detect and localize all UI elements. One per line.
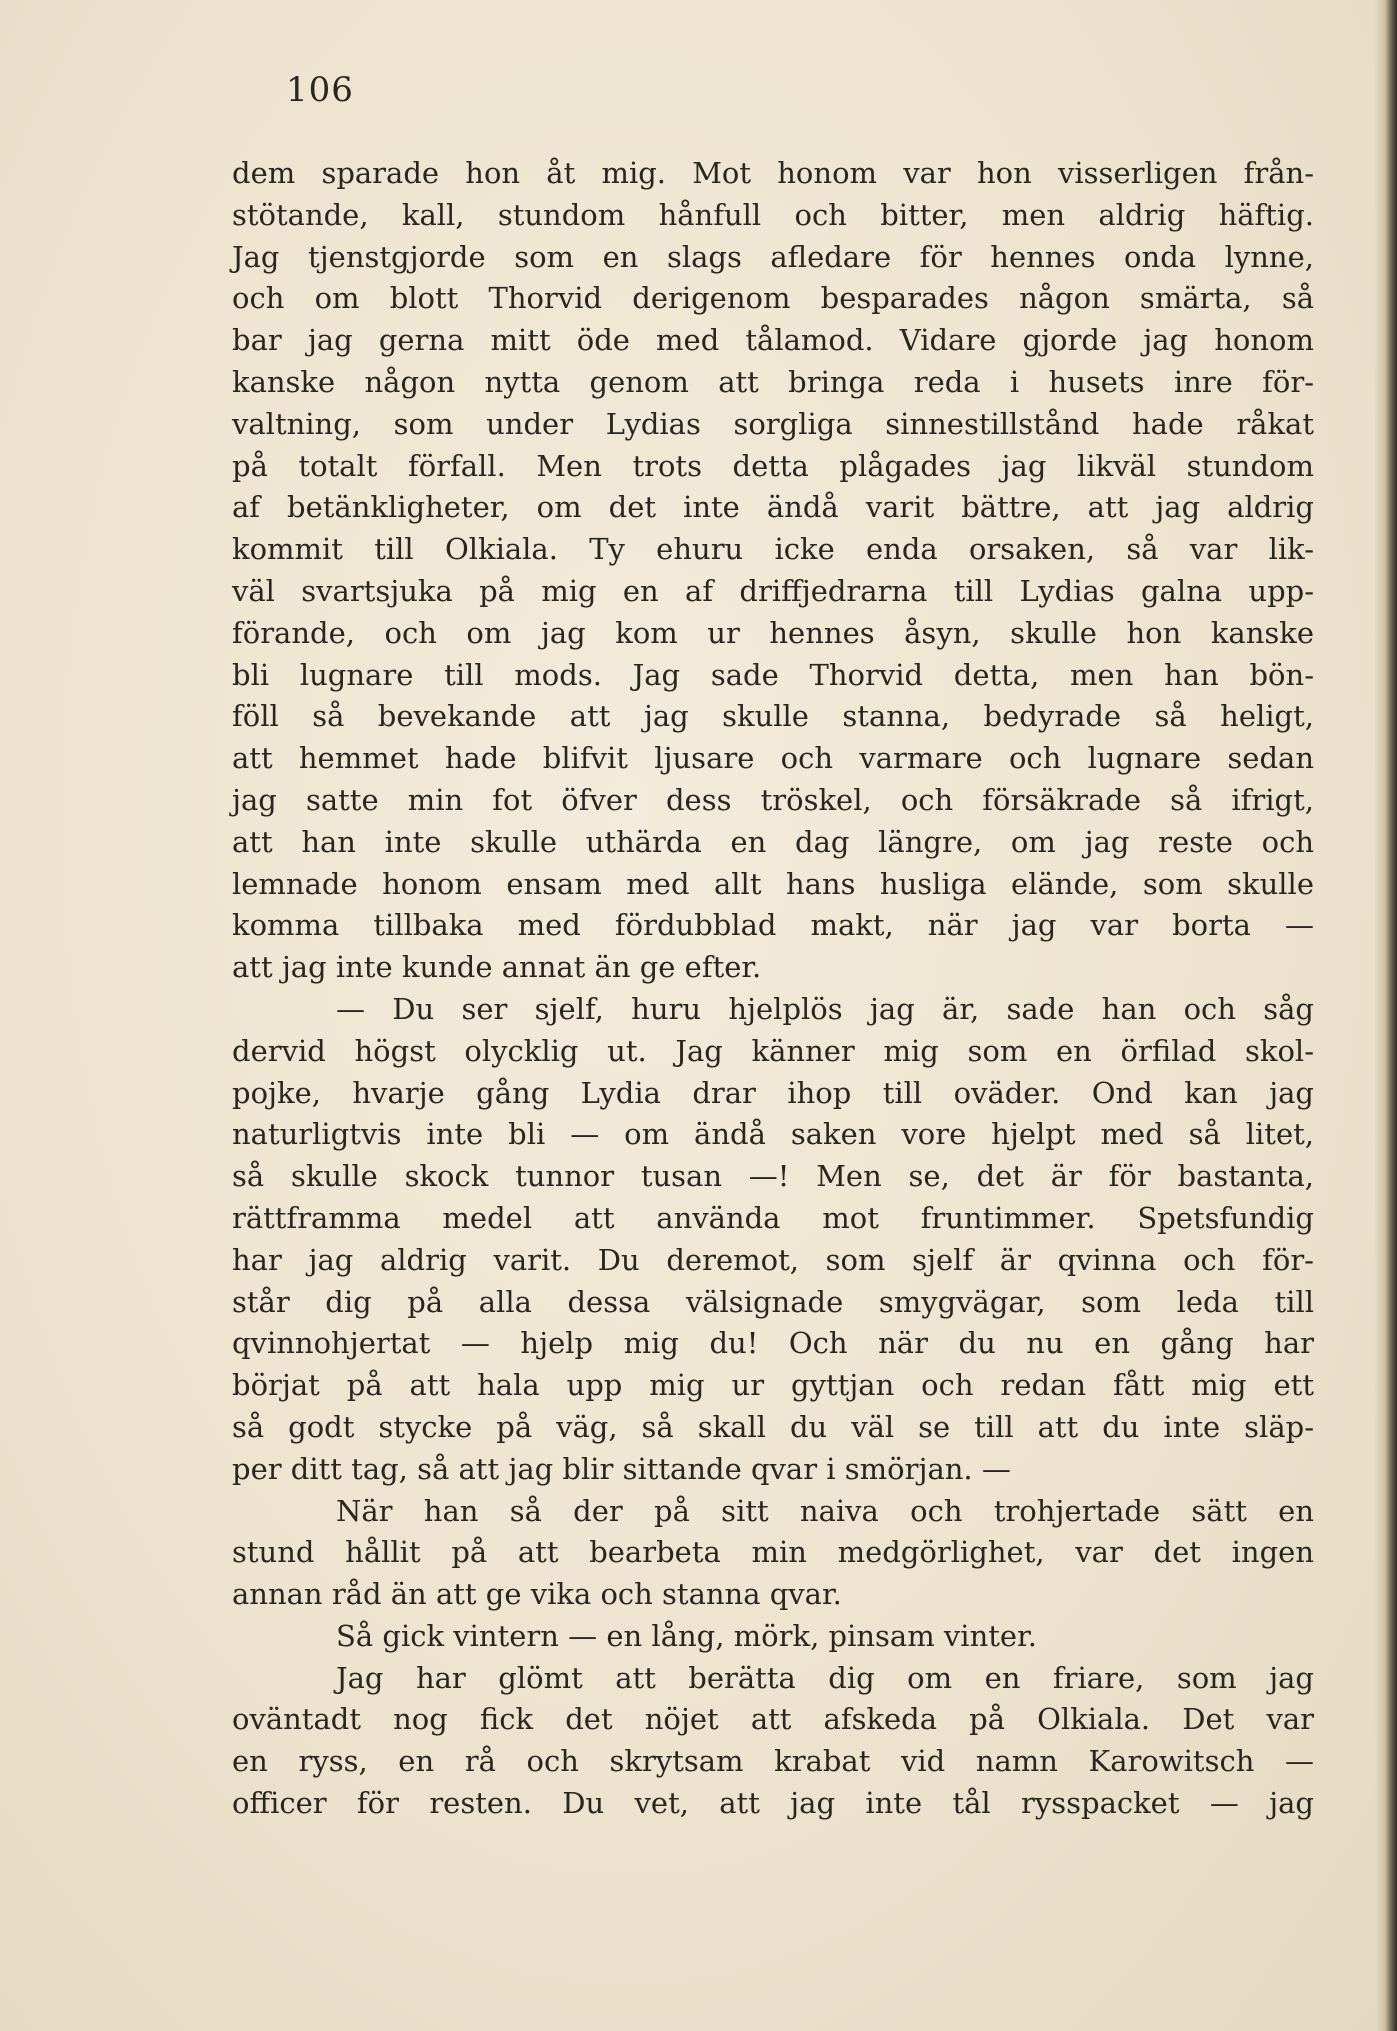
text-line: kanske någon nytta genom att bringa reda i husets inre för-	[232, 364, 1314, 399]
text-line: — Du ser sjelf, huru hjelplös jag är, sade han och såg	[336, 991, 1314, 1026]
body-text	[232, 153, 1314, 1825]
page-number: 106	[286, 70, 354, 110]
text-line: att jag inte kunde annat än ge efter.	[232, 950, 762, 985]
text-line: börjat på att hala upp mig ur gyttjan och redan fått mig ett	[232, 1368, 1314, 1403]
text-line: föll så bevekande att jag skulle stanna, bedyrade så heligt,	[232, 699, 1314, 734]
text-line: dem sparade hon åt mig. Mot honom var hon visserligen från-	[232, 156, 1314, 190]
text-line: på totalt förfall. Men trots detta plågades jag likväl stundom	[232, 448, 1314, 483]
text-line: rättframma medel att använda mot fruntimmer. Spetsfundig	[232, 1200, 1314, 1235]
text-line: komma tillbaka med fördubblad makt, när jag var borta —	[232, 908, 1314, 943]
text-line: väl svartsjuka på mig en af driffjedrarna till Lydias galna upp-	[232, 573, 1314, 608]
text-line: naturligtvis inte bli — om ändå saken vore hjelpt med så litet,	[232, 1117, 1314, 1152]
text-line: officer för resten. Du vet, att jag inte tål rysspacket — jag	[232, 1786, 1314, 1821]
text-line: förande, och om jag kom ur hennes åsyn, skulle hon kanske	[232, 615, 1314, 650]
text-line: och om blott Thorvid derigenom besparades någon smärta, så	[232, 281, 1314, 316]
text-line: Jag tjenstgjorde som en slags afledare för hennes onda lynne,	[232, 239, 1314, 274]
text-line: bli lugnare till mods. Jag sade Thorvid detta, men han bön-	[232, 657, 1314, 692]
text-line: har jag aldrig varit. Du deremot, som sjelf är qvinna och för-	[232, 1242, 1314, 1277]
text-line: af betänkligheter, om det inte ändå varit bättre, att jag aldrig	[232, 490, 1314, 525]
page-edge-shadow	[1375, 0, 1397, 2031]
text-line: lemnade honom ensam med allt hans husliga elände, som skulle	[232, 866, 1314, 901]
text-line: att hemmet hade blifvit ljusare och varmare och lugnare sedan	[232, 741, 1314, 776]
text-line: Så gick vintern — en lång, mörk, pinsam vinter.	[336, 1618, 1037, 1653]
text-line: så godt stycke på väg, så skall du väl se till att du inte släp-	[232, 1409, 1314, 1444]
text-line: kommit till Olkiala. Ty ehuru icke enda orsaken, så var lik-	[232, 532, 1314, 567]
text-line: Jag har glömt att berätta dig om en friare, som jag	[336, 1660, 1314, 1695]
text-line: stötande, kall, stundom hånfull och bitter, men aldrig häftig.	[232, 197, 1314, 232]
text-line: jag satte min fot öfver dess tröskel, och försäkrade så ifrigt,	[232, 782, 1314, 817]
text-line: står dig på alla dessa välsignade smygvägar, som leda till	[232, 1284, 1314, 1319]
text-line: pojke, hvarje gång Lydia drar ihop till oväder. Ond kan jag	[232, 1075, 1314, 1110]
text-line: stund hållit på att bearbeta min medgörlighet, var det ingen	[232, 1535, 1314, 1570]
text-line: valtning, som under Lydias sorgliga sinnestillstånd hade råkat	[232, 406, 1314, 441]
text-line: att han inte skulle uthärda en dag längre, om jag reste och	[232, 824, 1314, 859]
text-line: bar jag gerna mitt öde med tålamod. Vidare gjorde jag honom	[232, 323, 1314, 358]
text-line: qvinnohjertat — hjelp mig du! Och när du nu en gång har	[232, 1326, 1314, 1361]
text-line: per ditt tag, så att jag blir sittande qvar i smörjan. —	[232, 1451, 1011, 1486]
text-line: dervid högst olycklig ut. Jag känner mig som en örfilad skol-	[232, 1033, 1314, 1068]
text-line: annan råd än att ge vika och stanna qvar.	[232, 1577, 842, 1612]
text-line: en ryss, en rå och skrytsam krabat vid namn Karowitsch —	[232, 1744, 1314, 1779]
text-line: oväntadt nog fick det nöjet att afskeda på Olkiala. Det var	[232, 1702, 1314, 1737]
text-line: så skulle skock tunnor tusan —! Men se, det är för bastanta,	[232, 1159, 1314, 1194]
text-line: När han så der på sitt naiva och trohjertade sätt en	[336, 1493, 1314, 1528]
